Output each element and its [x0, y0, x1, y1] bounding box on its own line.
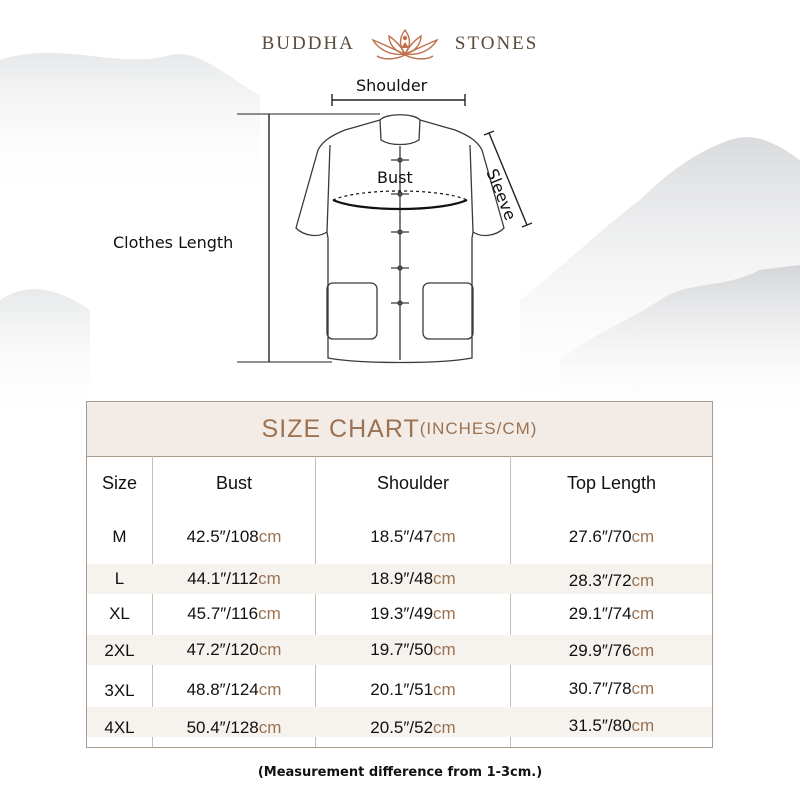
cell-bust-value: 42.5″/108	[186, 527, 259, 546]
cell-bust	[153, 522, 315, 552]
header-size: Size	[101, 472, 137, 493]
unit-cm: cm	[258, 718, 282, 737]
size-chart-table	[86, 401, 713, 748]
cell-shoulder	[316, 635, 510, 665]
cell-top-length-value: 28.3″/72	[568, 571, 632, 590]
unit-cm: cm	[631, 679, 655, 698]
unit-cm: cm	[258, 527, 282, 546]
cell-top-length-value: 27.6″/70	[568, 527, 632, 546]
unit-cm: cm	[433, 680, 456, 699]
sleeve-label: Sleeve	[482, 166, 521, 223]
size-chart-title	[87, 402, 712, 457]
header-top-length: Top Length	[566, 472, 657, 493]
unit-cm: cm	[433, 718, 456, 737]
cell-bust	[153, 713, 315, 743]
unit-cm: cm	[433, 527, 456, 546]
cell-top-length-value: 31.5″/80	[568, 716, 632, 735]
unit-cm: cm	[258, 604, 281, 623]
unit-cm: cm	[631, 604, 655, 623]
cell-bust	[153, 635, 315, 665]
clothes-length-label: Clothes Length	[113, 233, 234, 252]
unit-cm: cm	[631, 716, 655, 735]
cell-shoulder	[316, 713, 510, 743]
unit-cm: cm	[433, 640, 456, 659]
cell-bust	[153, 564, 315, 594]
cell-size: M	[112, 527, 127, 546]
brand-left-word: BUDDHA	[261, 33, 355, 54]
header-bust: Bust	[215, 472, 253, 493]
size-chart-title-units: (INCHES/CM)	[419, 419, 538, 438]
cell-size: 2XL	[104, 641, 135, 660]
cell-shoulder	[316, 522, 510, 552]
cell-shoulder	[316, 599, 510, 629]
cell-size: 3XL	[104, 681, 135, 700]
cell-bust-value: 48.8″/124	[186, 680, 259, 699]
brand-right-word: STONES	[454, 33, 539, 54]
cell-top-length	[511, 522, 712, 552]
cell-bust-value: 45.7″/116	[187, 604, 259, 623]
cell-top-length-value: 29.1″/74	[568, 604, 632, 623]
unit-cm: cm	[631, 527, 655, 546]
cell-size: L	[114, 569, 125, 588]
cell-shoulder-value: 19.3″/49	[370, 604, 434, 623]
cell-top-length	[511, 674, 712, 704]
cell-bust-value: 50.4″/128	[186, 718, 259, 737]
unit-cm: cm	[433, 604, 456, 623]
cell-size: 4XL	[104, 718, 135, 737]
size-chart-title-text: SIZE CHART	[261, 414, 420, 443]
cell-top-length-value: 30.7″/78	[568, 679, 632, 698]
cell-top-length	[511, 711, 712, 741]
cell-top-length	[511, 599, 712, 629]
bust-label: Bust	[377, 168, 413, 187]
cell-top-length	[511, 636, 712, 666]
cell-top-length-value: 29.9″/76	[568, 641, 632, 660]
cell-bust	[153, 599, 315, 629]
unit-cm: cm	[433, 569, 456, 588]
cell-bust-value: 44.1″/112	[187, 569, 259, 588]
cell-shoulder	[316, 564, 510, 594]
unit-cm: cm	[631, 571, 655, 590]
cell-shoulder-value: 18.9″/48	[370, 569, 434, 588]
header-shoulder: Shoulder	[376, 472, 450, 493]
shoulder-label: Shoulder	[356, 76, 428, 95]
cell-shoulder-value: 18.5″/47	[370, 527, 434, 546]
unit-cm: cm	[258, 640, 282, 659]
cell-size: XL	[109, 604, 130, 623]
unit-cm: cm	[258, 569, 281, 588]
measurement-footnote: (Measurement difference from 1-3cm.)	[257, 765, 543, 780]
cell-shoulder-value: 20.5″/52	[370, 718, 434, 737]
cell-bust	[153, 675, 315, 705]
unit-cm: cm	[258, 680, 282, 699]
cell-shoulder-value: 20.1″/51	[370, 680, 434, 699]
cell-shoulder-value: 19.7″/50	[370, 640, 434, 659]
unit-cm: cm	[631, 641, 655, 660]
cell-bust-value: 47.2″/120	[186, 640, 259, 659]
cell-shoulder	[316, 675, 510, 705]
cell-top-length	[511, 566, 712, 596]
